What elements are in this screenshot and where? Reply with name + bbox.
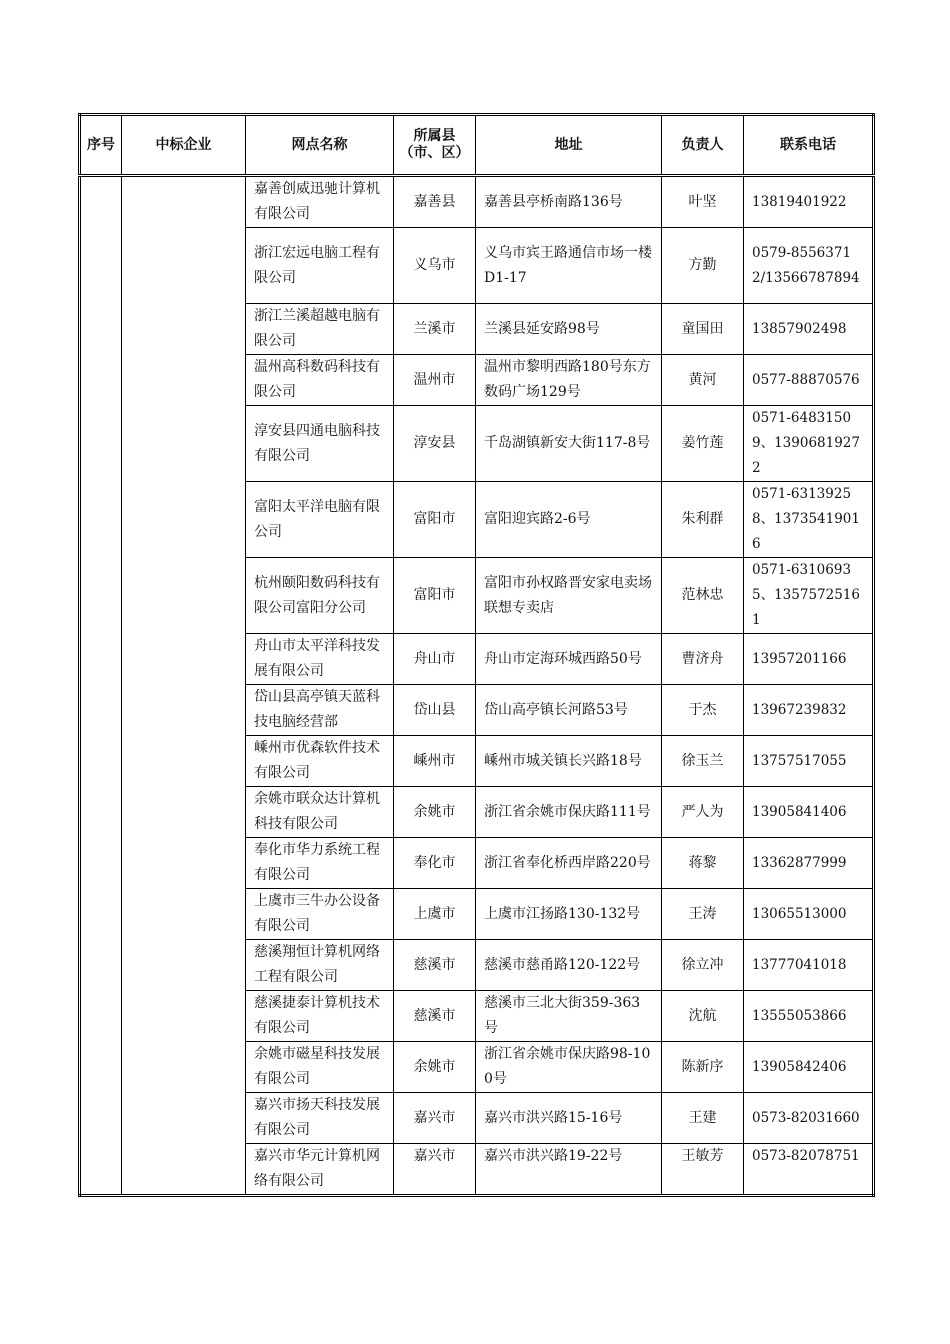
- phone-cell: 13857902498: [744, 304, 874, 355]
- address-cell: 嘉兴市洪兴路19-22号: [476, 1144, 662, 1196]
- outlet-name-cell: 嘉兴市扬天科技发展有限公司: [246, 1093, 394, 1144]
- county-cell: 舟山市: [394, 634, 476, 685]
- person-cell: 朱利群: [662, 482, 744, 558]
- outlet-name-cell: 舟山市太平洋科技发展有限公司: [246, 634, 394, 685]
- outlet-name-cell: 余姚市联众达计算机科技有限公司: [246, 787, 394, 838]
- outlet-name-cell: 浙江兰溪超越电脑有限公司: [246, 304, 394, 355]
- outlet-name-cell: 奉化市华力系统工程有限公司: [246, 838, 394, 889]
- header-seq: 序号: [80, 115, 122, 176]
- address-cell: 慈溪市慈甬路120-122号: [476, 940, 662, 991]
- outlet-name-cell: 余姚市磁星科技发展有限公司: [246, 1042, 394, 1093]
- county-cell: 嘉兴市: [394, 1144, 476, 1196]
- person-cell: 童国田: [662, 304, 744, 355]
- address-cell: 上虞市江扬路130-132号: [476, 889, 662, 940]
- header-company: 中标企业: [122, 115, 246, 176]
- phone-cell: 13957201166: [744, 634, 874, 685]
- county-cell: 温州市: [394, 355, 476, 406]
- address-cell: 千岛湖镇新安大街117-8号: [476, 406, 662, 482]
- county-cell: 富阳市: [394, 482, 476, 558]
- phone-cell: 0573-82031660: [744, 1093, 874, 1144]
- outlet-name-cell: 富阳太平洋电脑有限公司: [246, 482, 394, 558]
- outlet-name-cell: 杭州颐阳数码科技有限公司富阳分公司: [246, 558, 394, 634]
- person-cell: 王建: [662, 1093, 744, 1144]
- phone-cell: 13819401922: [744, 176, 874, 228]
- phone-cell: 13065513000: [744, 889, 874, 940]
- outlet-table: [78, 113, 875, 1197]
- phone-cell: 13757517055: [744, 736, 874, 787]
- address-cell: 富阳迎宾路2-6号: [476, 482, 662, 558]
- person-cell: 曹济舟: [662, 634, 744, 685]
- county-cell: 奉化市: [394, 838, 476, 889]
- outlet-name-cell: 嘉兴市华元计算机网络有限公司: [246, 1144, 394, 1196]
- phone-cell: 0571-63106935、13575725161: [744, 558, 874, 634]
- person-cell: 黄河: [662, 355, 744, 406]
- person-cell: 陈新序: [662, 1042, 744, 1093]
- county-cell: 嘉兴市: [394, 1093, 476, 1144]
- outlet-name-cell: 嘉善创威迅驰计算机有限公司: [246, 176, 394, 228]
- address-cell: 慈溪市三北大街359-363号: [476, 991, 662, 1042]
- table-header-row: [80, 115, 874, 176]
- person-cell: 范林忠: [662, 558, 744, 634]
- person-cell: 叶坚: [662, 176, 744, 228]
- person-cell: 王敏芳: [662, 1144, 744, 1196]
- phone-cell: 0571-64831509、13906819272: [744, 406, 874, 482]
- county-cell: 慈溪市: [394, 940, 476, 991]
- phone-cell: 13967239832: [744, 685, 874, 736]
- outlet-name-cell: 温州高科数码科技有限公司: [246, 355, 394, 406]
- outlet-name-cell: 岱山县高亭镇天蓝科技电脑经营部: [246, 685, 394, 736]
- person-cell: 姜竹莲: [662, 406, 744, 482]
- outlet-table-container: [78, 113, 872, 1197]
- table-row: [80, 176, 874, 228]
- county-cell: 岱山县: [394, 685, 476, 736]
- county-cell: 嵊州市: [394, 736, 476, 787]
- address-cell: 义乌市宾王路通信市场一楼D1-17: [476, 228, 662, 304]
- phone-cell: 0579-85563712/13566787894: [744, 228, 874, 304]
- address-cell: 富阳市孙权路晋安家电卖场联想专卖店: [476, 558, 662, 634]
- person-cell: 徐立冲: [662, 940, 744, 991]
- phone-cell: 13777041018: [744, 940, 874, 991]
- outlet-name-cell: 慈溪翔恒计算机网络工程有限公司: [246, 940, 394, 991]
- address-cell: 温州市黎明西路180号东方数码广场129号: [476, 355, 662, 406]
- address-cell: 浙江省余姚市保庆路98-100号: [476, 1042, 662, 1093]
- person-cell: 严人为: [662, 787, 744, 838]
- outlet-name-cell: 淳安县四通电脑科技有限公司: [246, 406, 394, 482]
- phone-cell: 0577-88870576: [744, 355, 874, 406]
- header-outlet: 网点名称: [246, 115, 394, 176]
- address-cell: 兰溪县延安路98号: [476, 304, 662, 355]
- person-cell: 王涛: [662, 889, 744, 940]
- header-phone: 联系电话: [744, 115, 874, 176]
- county-cell: 余姚市: [394, 1042, 476, 1093]
- person-cell: 沈航: [662, 991, 744, 1042]
- company-cell: [122, 176, 246, 1196]
- county-cell: 兰溪市: [394, 304, 476, 355]
- phone-cell: 13555053866: [744, 991, 874, 1042]
- header-county: 所属县（市、区）: [394, 115, 476, 176]
- person-cell: 于杰: [662, 685, 744, 736]
- phone-cell: 13362877999: [744, 838, 874, 889]
- phone-cell: 0573-82078751: [744, 1144, 874, 1196]
- county-cell: 淳安县: [394, 406, 476, 482]
- address-cell: 舟山市定海环城西路50号: [476, 634, 662, 685]
- seq-cell: [80, 176, 122, 1196]
- person-cell: 蒋黎: [662, 838, 744, 889]
- county-cell: 义乌市: [394, 228, 476, 304]
- outlet-name-cell: 浙江宏远电脑工程有限公司: [246, 228, 394, 304]
- county-cell: 上虞市: [394, 889, 476, 940]
- person-cell: 方勤: [662, 228, 744, 304]
- phone-cell: 0571-63139258、13735419016: [744, 482, 874, 558]
- county-cell: 富阳市: [394, 558, 476, 634]
- phone-cell: 13905841406: [744, 787, 874, 838]
- table-body: [80, 176, 874, 1196]
- county-cell: 余姚市: [394, 787, 476, 838]
- county-cell: 嘉善县: [394, 176, 476, 228]
- address-cell: 浙江省奉化桥西岸路220号: [476, 838, 662, 889]
- address-cell: 浙江省余姚市保庆路111号: [476, 787, 662, 838]
- header-person: 负责人: [662, 115, 744, 176]
- phone-cell: 13905842406: [744, 1042, 874, 1093]
- address-cell: 嘉兴市洪兴路15-16号: [476, 1093, 662, 1144]
- header-address: 地址: [476, 115, 662, 176]
- outlet-name-cell: 上虞市三牛办公设备有限公司: [246, 889, 394, 940]
- county-cell: 慈溪市: [394, 991, 476, 1042]
- outlet-name-cell: 慈溪捷泰计算机技术有限公司: [246, 991, 394, 1042]
- outlet-name-cell: 嵊州市优森软件技术有限公司: [246, 736, 394, 787]
- address-cell: 嘉善县亭桥南路136号: [476, 176, 662, 228]
- address-cell: 岱山高亭镇长河路53号: [476, 685, 662, 736]
- person-cell: 徐玉兰: [662, 736, 744, 787]
- address-cell: 嵊州市城关镇长兴路18号: [476, 736, 662, 787]
